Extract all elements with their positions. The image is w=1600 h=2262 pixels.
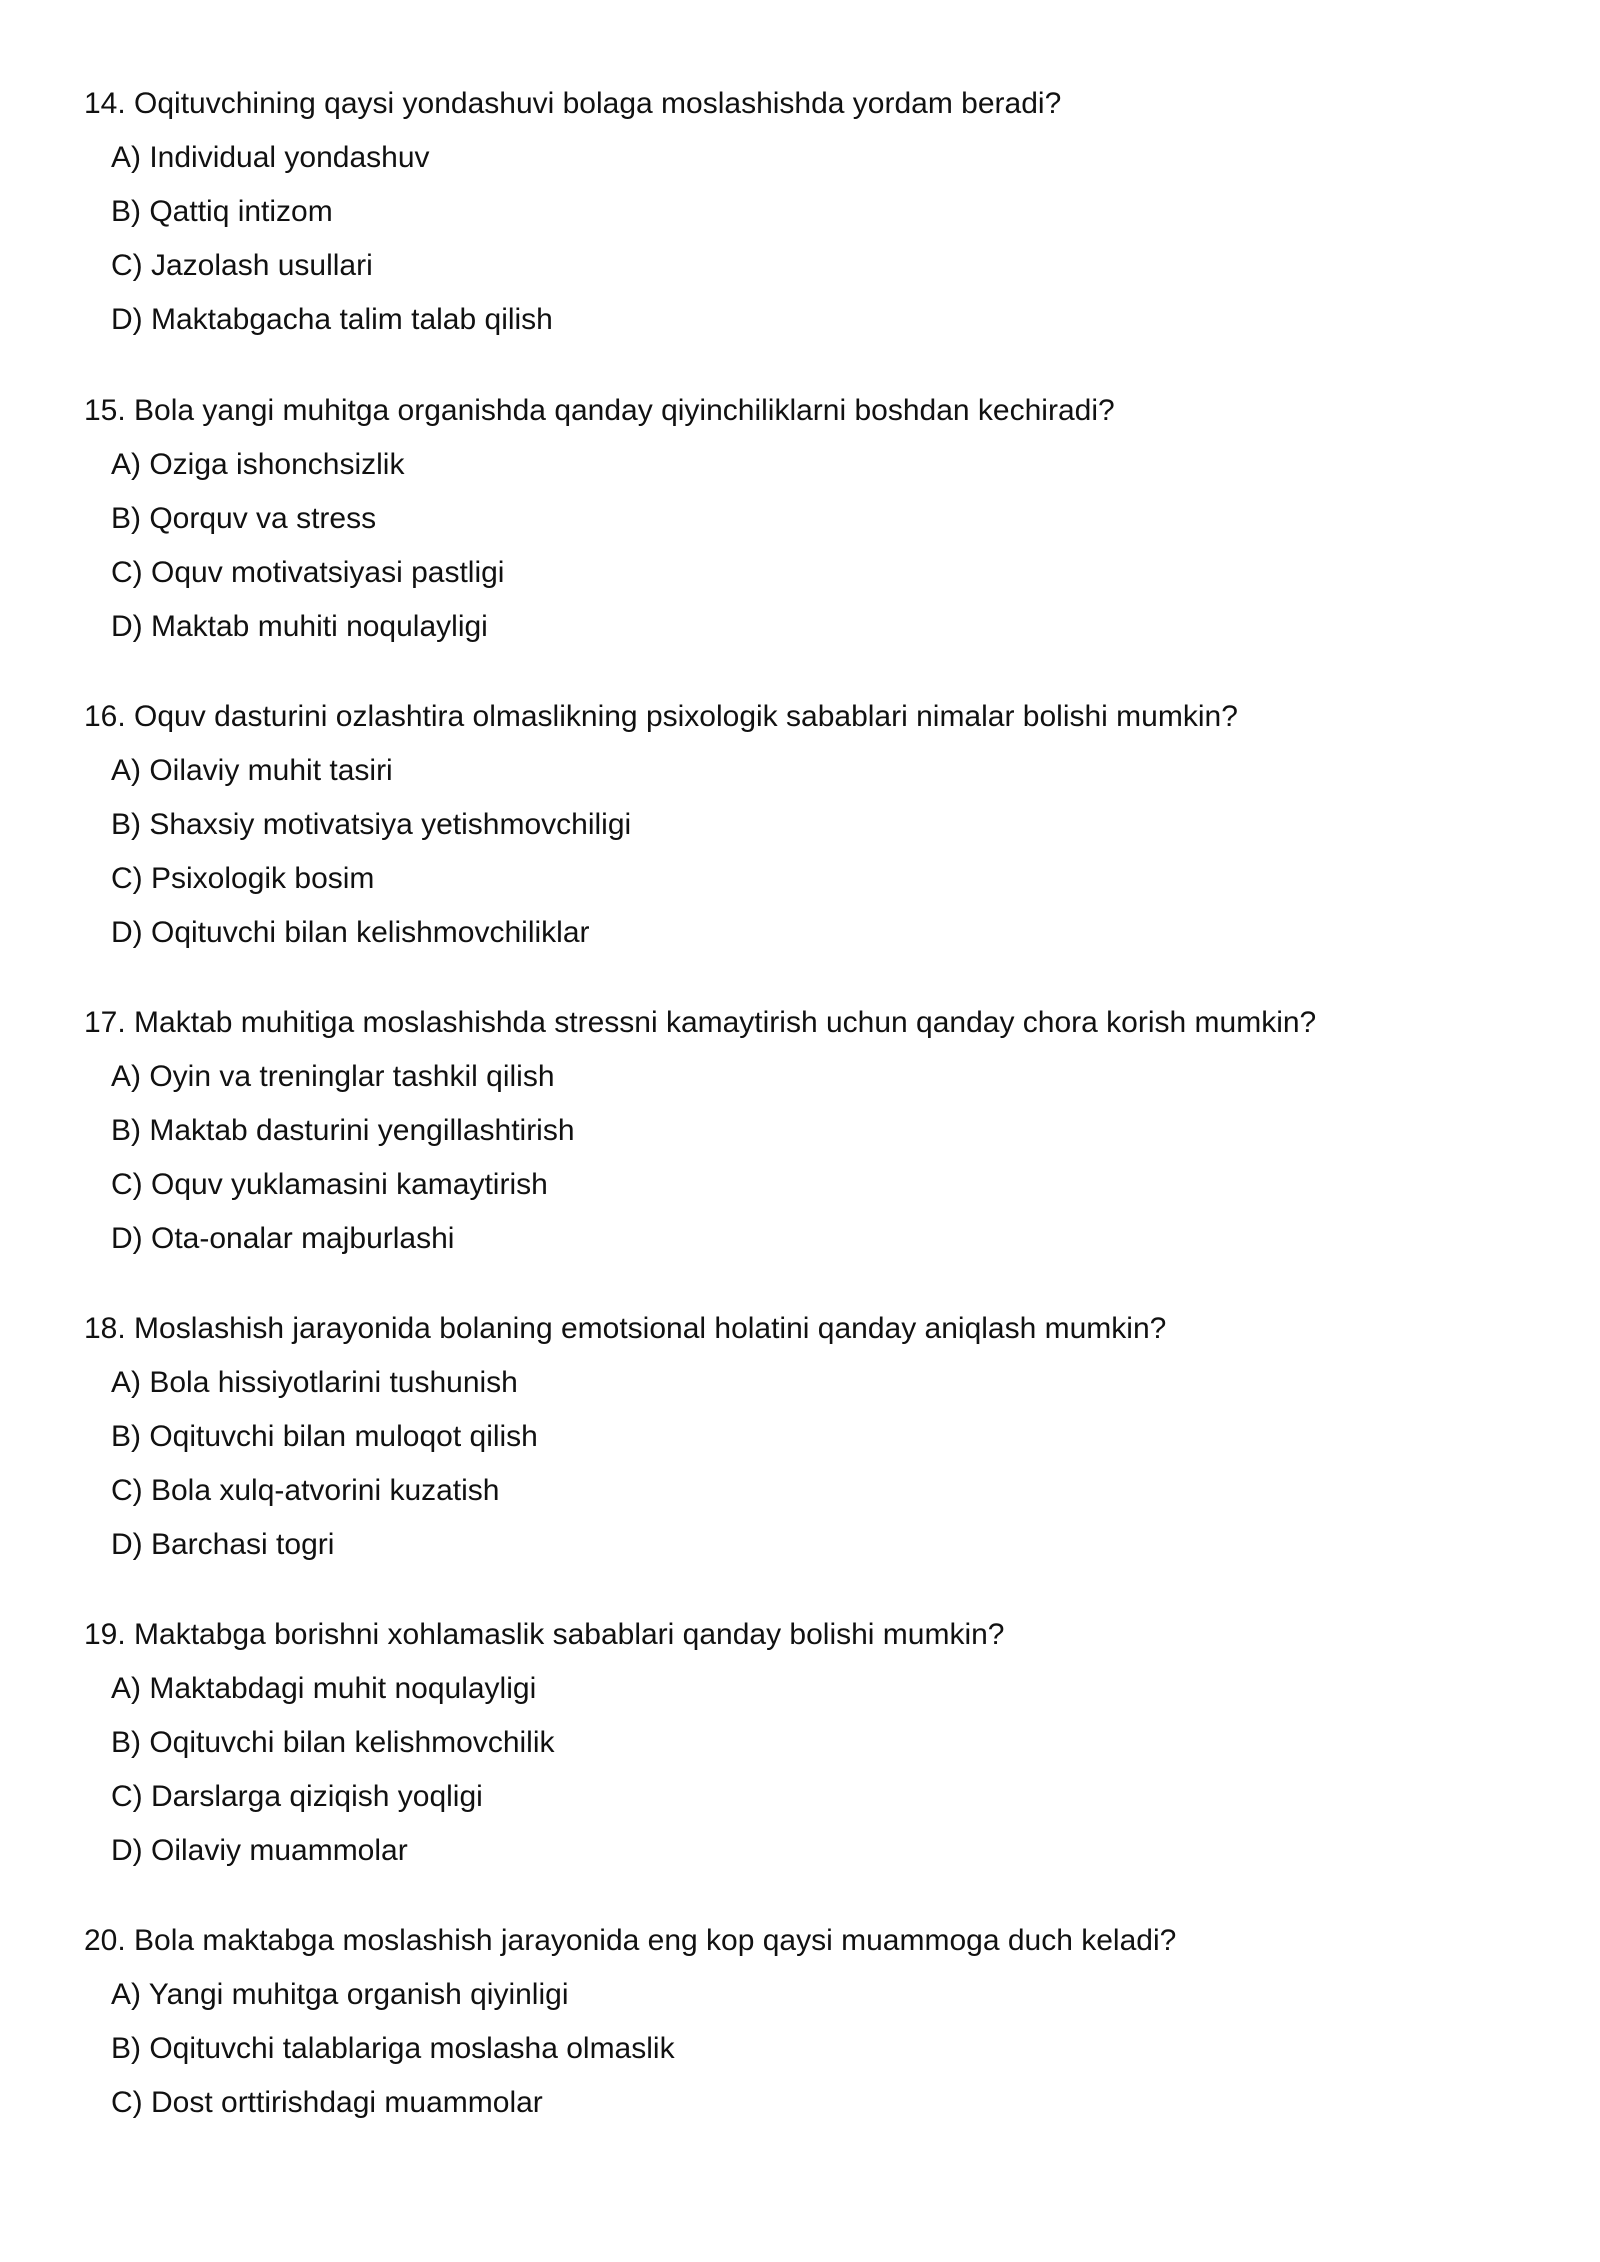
option-c: C) Dost orttirishdagi muammolar — [111, 2086, 543, 2119]
question-14 — [84, 84, 1544, 354]
option-d: D) Oilaviy muammolar — [111, 1834, 408, 1867]
option-c: C) Darslarga qiziqish yoqligi — [111, 1780, 483, 1813]
option-d: D) Ota-onalar majburlashi — [111, 1222, 455, 1255]
option-c: C) Bola xulq-atvorini kuzatish — [111, 1474, 500, 1507]
option-a: A) Maktabdagi muhit noqulayligi — [111, 1672, 537, 1705]
option-a: A) Oyin va treninglar tashkil qilish — [111, 1060, 555, 1093]
question-20 — [84, 1921, 1544, 2137]
option-b: B) Oqituvchi bilan muloqot qilish — [111, 1420, 538, 1453]
question-text: 20. Bola maktabga moslashish jarayonida eng kop qaysi muammoga duch keladi? — [84, 1924, 1177, 1957]
option-d: D) Maktab muhiti noqulayligi — [111, 610, 488, 643]
option-c: C) Psixologik bosim — [111, 862, 375, 895]
question-18 — [84, 1309, 1544, 1579]
option-a: A) Oziga ishonchsizlik — [111, 448, 405, 481]
option-d: D) Oqituvchi bilan kelishmovchiliklar — [111, 916, 590, 949]
option-c: C) Jazolash usullari — [111, 249, 373, 282]
option-b: B) Maktab dasturini yengillashtirish — [111, 1114, 575, 1147]
option-c: C) Oquv motivatsiyasi pastligi — [111, 556, 505, 589]
question-text: 19. Maktabga borishni xohlamaslik sabablari qanday bolishi mumkin? — [84, 1618, 1005, 1651]
question-text: 17. Maktab muhitiga moslashishda stressni kamaytirish uchun qanday chora korish mumkin? — [84, 1006, 1317, 1039]
option-a: A) Oilaviy muhit tasiri — [111, 754, 393, 787]
question-text: 18. Moslashish jarayonida bolaning emotsional holatini qanday aniqlash mumkin? — [84, 1312, 1167, 1345]
question-17 — [84, 1003, 1544, 1273]
option-d: D) Barchasi togri — [111, 1528, 335, 1561]
option-a: A) Bola hissiyotlarini tushunish — [111, 1366, 518, 1399]
question-15 — [84, 391, 1544, 661]
question-text: 15. Bola yangi muhitga organishda qanday qiyinchiliklarni boshdan kechiradi? — [84, 394, 1115, 427]
question-text: 16. Oquv dasturini ozlashtira olmaslikning psixologik sabablari nimalar bolishi mumkin? — [84, 700, 1238, 733]
option-a: A) Individual yondashuv — [111, 141, 430, 174]
option-c: C) Oquv yuklamasini kamaytirish — [111, 1168, 548, 1201]
question-16 — [84, 697, 1544, 967]
option-b: B) Oqituvchi talablariga moslasha olmaslik — [111, 2032, 675, 2065]
question-text: 14. Oqituvchining qaysi yondashuvi bolaga moslashishda yordam beradi? — [84, 87, 1062, 120]
option-b: B) Shaxsiy motivatsiya yetishmovchiligi — [111, 808, 632, 841]
option-b: B) Qorquv va stress — [111, 502, 377, 535]
question-19 — [84, 1615, 1544, 1885]
option-d: D) Maktabgacha talim talab qilish — [111, 303, 553, 336]
option-a: A) Yangi muhitga organish qiyinligi — [111, 1978, 569, 2011]
option-b: B) Qattiq intizom — [111, 195, 333, 228]
option-b: B) Oqituvchi bilan kelishmovchilik — [111, 1726, 555, 1759]
